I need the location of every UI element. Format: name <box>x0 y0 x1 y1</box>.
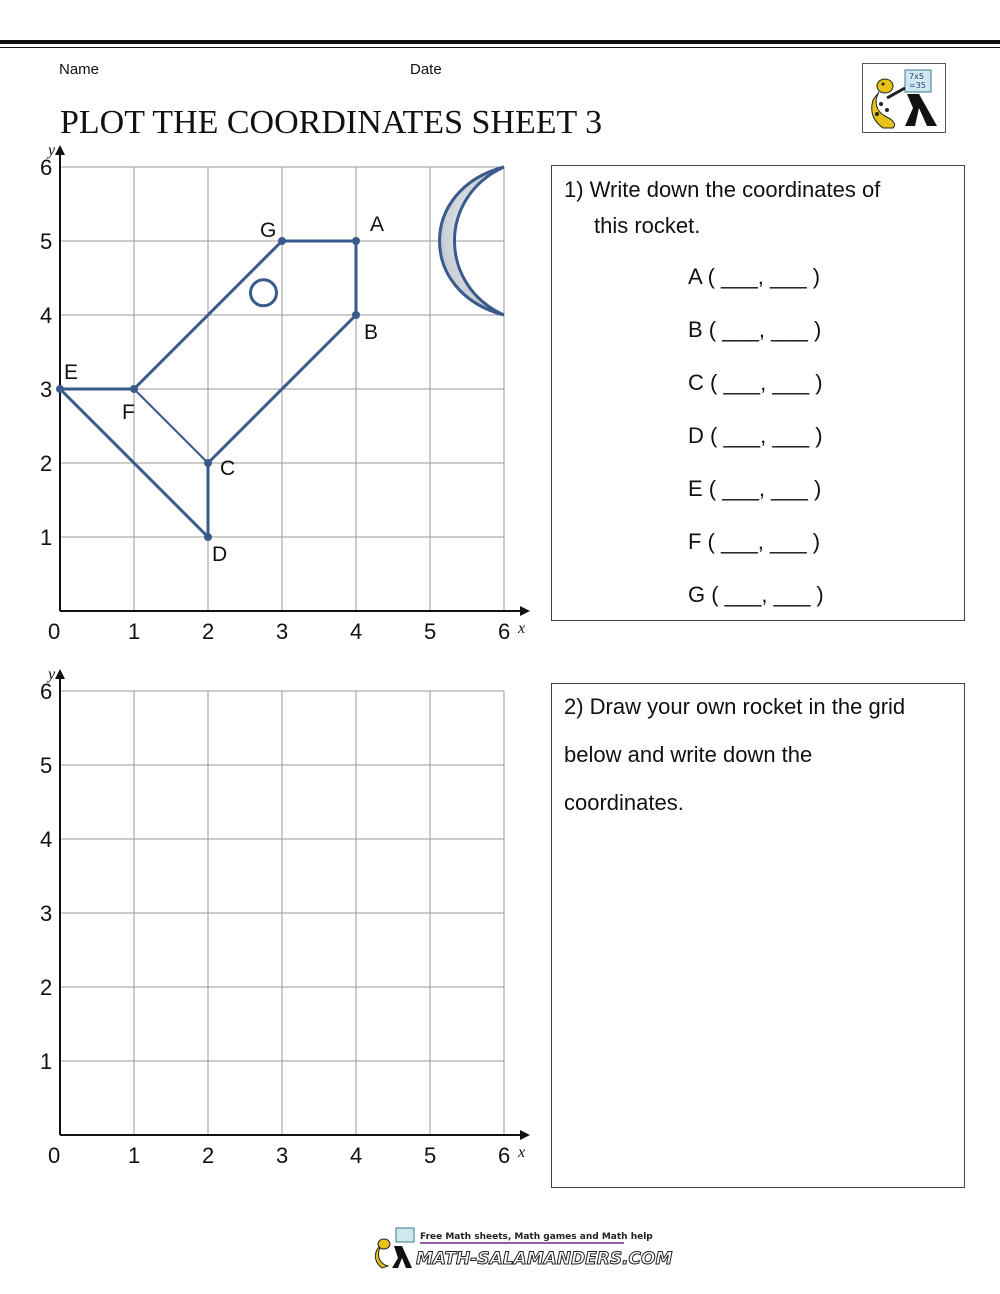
x-tick-label: 6 <box>498 1143 511 1168</box>
x-tick-label: 0 <box>48 619 61 644</box>
y-axis-label: y <box>48 142 56 159</box>
x-tick-label: 1 <box>128 1143 141 1168</box>
y-tick-label: 2 <box>40 451 53 476</box>
x-tick-label: 5 <box>424 619 437 644</box>
answer-row-f: F ( ___, ___ ) <box>688 529 821 554</box>
answer-row-e: E ( ___, ___ ) <box>688 476 822 501</box>
footer-tagline: Free Math sheets, Math games and Math help <box>420 1232 653 1242</box>
question-2-line-1: 2) Draw your own rocket in the grid <box>564 694 906 719</box>
point-label-f: F <box>122 401 135 424</box>
y-tick-label: 2 <box>40 975 53 1000</box>
y-tick-label: 6 <box>40 679 53 704</box>
point-label-a: A <box>370 213 385 236</box>
point-label-b: B <box>364 321 379 344</box>
y-tick-label: 1 <box>40 525 53 550</box>
x-axis-label: x <box>518 1144 526 1161</box>
y-tick-label: 3 <box>40 377 53 402</box>
point-label-e: E <box>64 361 79 384</box>
x-axis-arrow <box>520 1130 530 1140</box>
answer-row-b: B ( ___, ___ ) <box>688 317 822 342</box>
y-tick-label: 5 <box>40 229 53 254</box>
question-1-line-2: this rocket. <box>594 213 701 238</box>
svg-text:7x5: 7x5 <box>909 72 924 81</box>
x-tick-label: 2 <box>202 1143 215 1168</box>
x-axis-label: x <box>518 620 526 637</box>
y-axis-arrow <box>55 669 65 679</box>
y-tick-label: 1 <box>40 1049 53 1074</box>
answer-row-c: C ( ___, ___ ) <box>688 370 823 395</box>
point-label-c: C <box>220 457 236 480</box>
question-2-line-2: below and write down the <box>564 742 813 767</box>
y-tick-label: 5 <box>40 753 53 778</box>
x-tick-label: 4 <box>350 1143 363 1168</box>
y-tick-label: 4 <box>40 827 53 852</box>
footer-logo <box>372 1226 673 1270</box>
x-tick-label: 6 <box>498 619 511 644</box>
answer-row-g: G ( ___, ___ ) <box>688 582 824 607</box>
point-label-d: D <box>212 543 228 566</box>
x-tick-label: 1 <box>128 619 141 644</box>
y-tick-label: 4 <box>40 303 53 328</box>
answer-row-d: D ( ___, ___ ) <box>688 423 823 448</box>
x-tick-label: 0 <box>48 1143 61 1168</box>
y-tick-label: 3 <box>40 901 53 926</box>
footer-brand: MATH-SALAMANDERS.COM <box>416 1249 673 1269</box>
question-1-line-1: 1) Write down the coordinates of <box>564 177 881 202</box>
answer-row-a: A ( ___, ___ ) <box>688 264 821 289</box>
question-1-box <box>551 165 965 621</box>
x-tick-label: 3 <box>276 1143 289 1168</box>
x-tick-label: 2 <box>202 619 215 644</box>
x-tick-label: 4 <box>350 619 363 644</box>
name-label: Name <box>59 61 100 78</box>
page-title: PLOT THE COORDINATES SHEET 3 <box>60 104 603 141</box>
x-tick-label: 3 <box>276 619 289 644</box>
date-label: Date <box>410 61 442 78</box>
svg-text:=35: =35 <box>909 81 926 90</box>
y-tick-label: 6 <box>40 155 53 180</box>
question-2-line-3: coordinates. <box>564 790 684 815</box>
y-axis-label: y <box>48 666 56 683</box>
question-2-box <box>551 683 965 1188</box>
x-tick-label: 5 <box>424 1143 437 1168</box>
point-label-g: G <box>260 219 277 242</box>
